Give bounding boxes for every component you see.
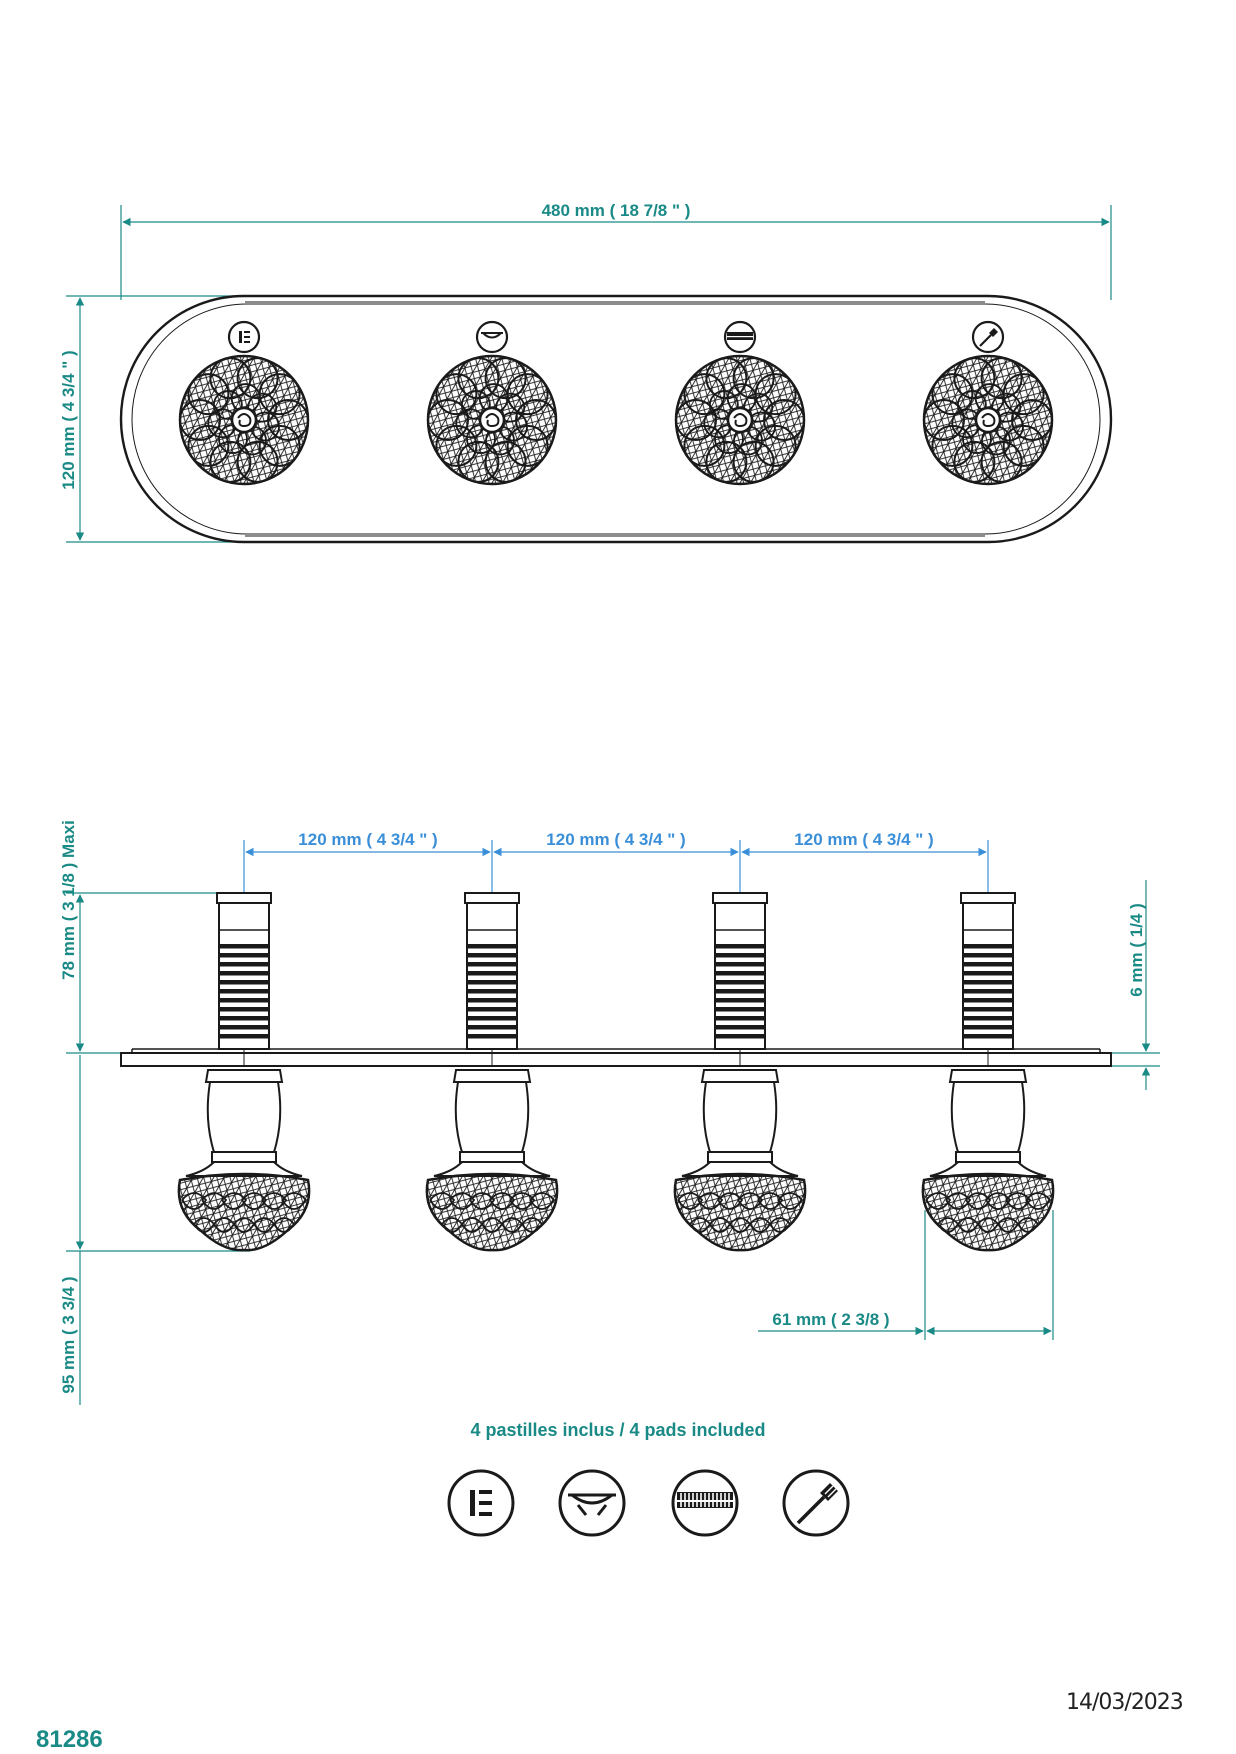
pad-shower-head-icon [673,1471,737,1535]
pad-toothbrush-icon [784,1471,848,1535]
pads-caption: 4 pastilles inclus / 4 pads included [470,1420,766,1440]
top-knob-1 [180,322,308,484]
side-view [59,820,1160,1405]
plate-profile [121,1053,1111,1066]
top-knob-4 [924,322,1052,484]
spacing-label-3: 120 mm ( 4 3/4 " ) [794,830,934,849]
side-knob-1 [179,893,309,1250]
top-knob-3 [676,322,804,484]
top-knob-2 [428,322,556,484]
pad-handshower-icon [560,1471,624,1535]
handshower-icon [477,322,507,352]
side-knobs [179,893,1053,1250]
side-knob-2 [427,893,557,1250]
top-view [59,201,1111,542]
plate-thickness-label: 6 mm ( 1/4 ) [1127,903,1146,997]
height-dimension-label: 120 mm ( 4 3/4 " ) [59,350,78,490]
pad-list-icon [449,1471,513,1535]
knob-diameter-label: 61 mm ( 2 3/8 ) [772,1310,890,1329]
top-knobs [180,322,1052,484]
pads-row [449,1471,848,1535]
maxi-depth-label: 78 mm ( 3 1/8 ) Maxi [59,820,78,980]
product-reference: 81286 [36,1726,103,1753]
spacing-label-2: 120 mm ( 4 3/4 " ) [546,830,686,849]
spacing-label-1: 120 mm ( 4 3/4 " ) [298,830,438,849]
list-icon [229,322,259,352]
shower-head-icon [725,322,755,352]
drawing-date: 14/03/2023 [1066,1690,1183,1715]
width-dimension-label: 480 mm ( 18 7/8 " ) [541,201,691,220]
toothbrush-icon [973,322,1003,352]
knob-depth-label: 95 mm ( 3 3/4 ) [59,1276,78,1394]
side-knob-4 [923,893,1053,1250]
side-knob-3 [675,893,805,1250]
